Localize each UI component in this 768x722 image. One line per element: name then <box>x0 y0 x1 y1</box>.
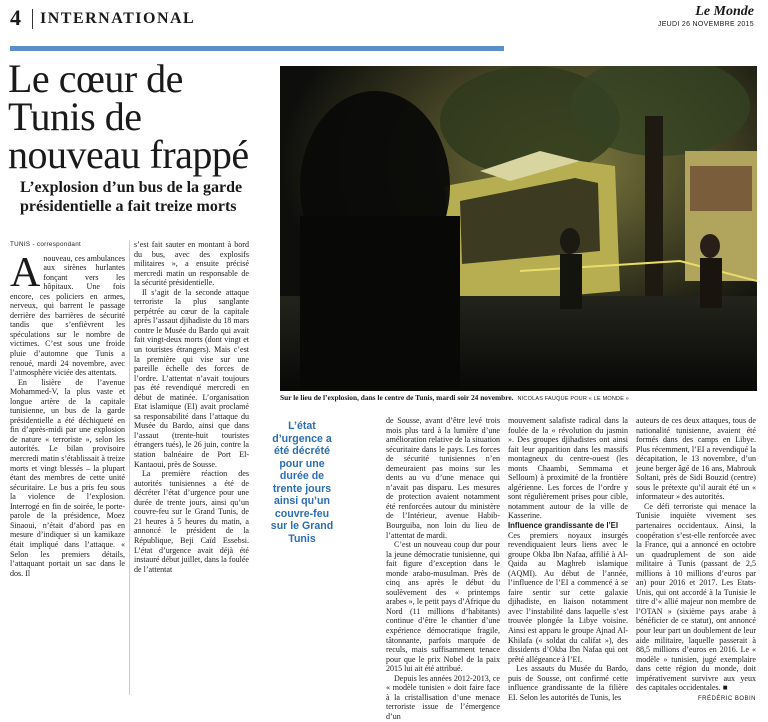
section-title: INTERNATIONAL <box>40 10 196 27</box>
photo-caption <box>280 393 757 402</box>
article-column-5 <box>636 416 756 704</box>
photo-credit: NICOLAS FAUQUE POUR « LE MONDE » <box>517 396 630 402</box>
byline: TUNIS - correspondant <box>10 241 82 248</box>
article-paragraph: C’est un nouveau coup dur pour la jeune démocratie tunisienne, qui fait figure d’exception dans le monde arabo-musulman. Près de cinq ans après le début du soulèvement des « printemps arabes », le petit pays d’Afrique du Nord (11 millions d’habitants) continue d’être le chantier d’une expérience démocratique fragile, tâtonnante, parfois marquée de reculs, mais suffisamment tenace pour que le prix Nobel de la paix 2015 lui ait été attribué. <box>386 540 500 674</box>
page-number: 4 <box>10 5 21 30</box>
page-header <box>10 6 758 30</box>
article-paragraph: Les assauts du Musée du Bardo, puis de Sousse, ont confirmé cette influence grandissante de la filière EI. Selon les autorités de Tunis, les <box>508 664 628 702</box>
article-column-1 <box>10 240 125 578</box>
header-divider <box>32 9 33 29</box>
author-signature: FRÉDÉRIC BOBIN <box>697 695 756 702</box>
article-paragraph: Ce défi terroriste qui menace la Tunisie inquiète vivement ses partenaires occidentaux. Ainsi, la coopération s’est-elle renforcée avec la France, qui a annoncé en octobre un quadruplement de son aide militaire à Tunis (passant de 2,5 millions à 10 millions d’euros par an) pour 2016 et 2017. Les Etats-Unis, qui ont accordé à la Tunisie le titre d’« allié majeur non membre de l’OTAN » (sixième pays arabe à bénéficier de ce statut), ont annoncé pour leur part un doublement de leur aide militaire, laquelle passerait à 88,5 millions d’euros en 2016. Le « modèle » tunisien, jugé exemplaire dans cette région du monde, doit impérativement survivre aux yeux des capitales occidentales. ■ <box>636 501 756 693</box>
article-column-2 <box>134 240 249 574</box>
article-paragraph: Anouveau, ces ambulances aux sirènes hurlantes fonçant vers les hôpitaux. Une fois encore, ces policiers en armes, nerveux, qui barrent le passage derrière des barrières de sécurité tandis que s’enfièvrent les spéculations sur le nombre de victimes. C’est sous une froide pluie d’automne que Tunis a renoué, mardi 24 novembre, avec l’atmosphère viciée des attentats. <box>10 249 125 378</box>
column-rule <box>129 240 130 695</box>
article-column-3 <box>386 416 500 722</box>
article-paragraph: La première réaction des autorités tunisiennes a été de décréter l’état d’urgence pour une durée de trente jours, ainsi qu’un couvre-feu sur le Grand Tunis, de 21 heures à 5 heures du matin, a annoncé le président de la République, Beji Caïd Essebsi. L’état d’urgence avait déjà été instauré début juillet, dans la foulée de l’attentat <box>134 469 249 574</box>
dropcap: A <box>10 249 41 296</box>
article-paragraph: Depuis les années 2012-2013, ce « modèle tunisien » doit faire face à la cristallisation d’une menace terroriste issue de l’émergence d’un <box>386 673 500 721</box>
newspaper-logo: Le Monde <box>695 4 754 19</box>
article-photo <box>280 66 757 391</box>
article-paragraph: En lisière de l’avenue Mohammed-V, la plus vaste et longue artère de la capitale tunisienne, un bus de la garde présidentielle a été déchiqueté en fin d’après-midi par une explosion de nature « terroriste », selon les autorités. Le bilan provisoire mercredi matin s’établissait à treize morts et vingt blessés – la plupart étant des membres de cette unité sécuritaire. Le bus a pris feu sous la violence de l’explosion. Interrogé en fin de soirée, le porte-parole de la présidence, Moez Sinaoui, n’était d’abord pas en mesure d’indiquer si un kamikaze était impliqué dans l’attaque. « Selon les premiers détails, l’attaquant portait un sac dans le dos. Il <box>10 377 125 578</box>
bus-explosion-photo <box>280 66 757 391</box>
article-column-4 <box>508 416 628 702</box>
headline: Le cœur de Tunis de nouveau frappé <box>8 56 249 177</box>
subheadline: L’explosion d’un bus de la garde présidentielle a fait treize morts <box>20 179 243 215</box>
article-paragraph: mouvement salafiste radical dans la foulée de la « révolution du jasmin ». Des groupes djihadistes ont ainsi fait leur apparition dans les massifs montagneux du centre-ouest (les monts Chaambi, Semmama et Selloum) à proximité de la frontière algérienne. Les forces de l’ordre y sont régulièrement prises pour cible, notamment autour de la ville de Kasserine. <box>508 416 628 521</box>
article-paragraph: Il s’agit de la seconde attaque terroriste la plus sanglante perpétrée au cœur de la capitale après l’assaut djihadiste du 18 mars contre le Musée du Bardo qui avait fait vingt-deux morts (dont vingt et un touristes étrangers). Mais c’est la première qui vise sur une pareille échelle des forces de l’ordre. L’attentat n’avait toujours pas été revendiqué mercredi en début de matinée. L’organisation Etat islamique (EI) avait proclamé sa responsabilité dans l’attaque du Musée du Bardo, ainsi que dans l’assaut (trente-huit touristes étrangers tués), le 26 juin, contre la station balnéaire de Port El-Kantaoui, près de Sousse. <box>134 287 249 469</box>
article-paragraph: auteurs de ces deux attaques, tous de nationalité tunisienne, avaient été formés dans des camps en Libye. Plus récemment, l’EI a revendiqué la décapitation, le 13 novembre, d’un jeune berger âgé de 16 ans, Mabrouk Soltani, près de Sidi Bouzid (centre) sous le prétexte qu’il aurait été un « informateur » des autorités. <box>636 416 756 502</box>
section-accent-bar <box>10 46 504 51</box>
issue-date: JEUDI 26 NOVEMBRE 2015 <box>657 21 754 28</box>
article-paragraph: s’est fait sauter en montant à bord du bus, avec des explosifs militaires », a ensuite précisé mercredi matin un responsable de la sécurité présidentielle. <box>134 240 249 288</box>
article-paragraph: de Sousse, avant d’être levé trois mois plus tard à la lumière d’une amélioration relative de la situation sécuritaire dans le pays. Les forces de sécurité tunisiennes n’en demeuraient pas moins sur les dents au vu d’une menace qui n’avait pas disparu. Les mesures de protection avaient notamment été renforcées autour du ministère de l’Intérieur, avenue Habib-Bourguiba, non loin du lieu de l’attentat de mardi. <box>386 416 500 540</box>
article-paragraph: Ces premiers noyaux insurgés revendiquaient leurs liens avec le groupe Okba Ibn Nafaa, affilié à Al-Qaida au Maghreb islamique (AQMI). Au début de l’année, l’influence de l’EI a commencé à se faire sentir sur cette galaxie djihadiste, en liaison notamment avec l’instabilité dans laquelle s’est trouvée plongée la Libye voisine. Ainsi est apparu le groupe Ajnad Al-Khilafa (« soldat du califat »), des dissidents d’Okba Ibn Nafaa qui ont prêté allégeance à l’EI. <box>508 530 628 664</box>
photo-caption-text: Sur le lieu de l’explosion, dans le centre de Tunis, mardi soir 24 novembre. <box>280 393 514 402</box>
intertitle: Influence grandissante de l’EI <box>508 521 619 531</box>
pull-quote: L’état d’urgence a été décrété pour une durée de trente jours ainsi qu’un couvre-feu sur le Grand Tunis <box>270 420 334 545</box>
